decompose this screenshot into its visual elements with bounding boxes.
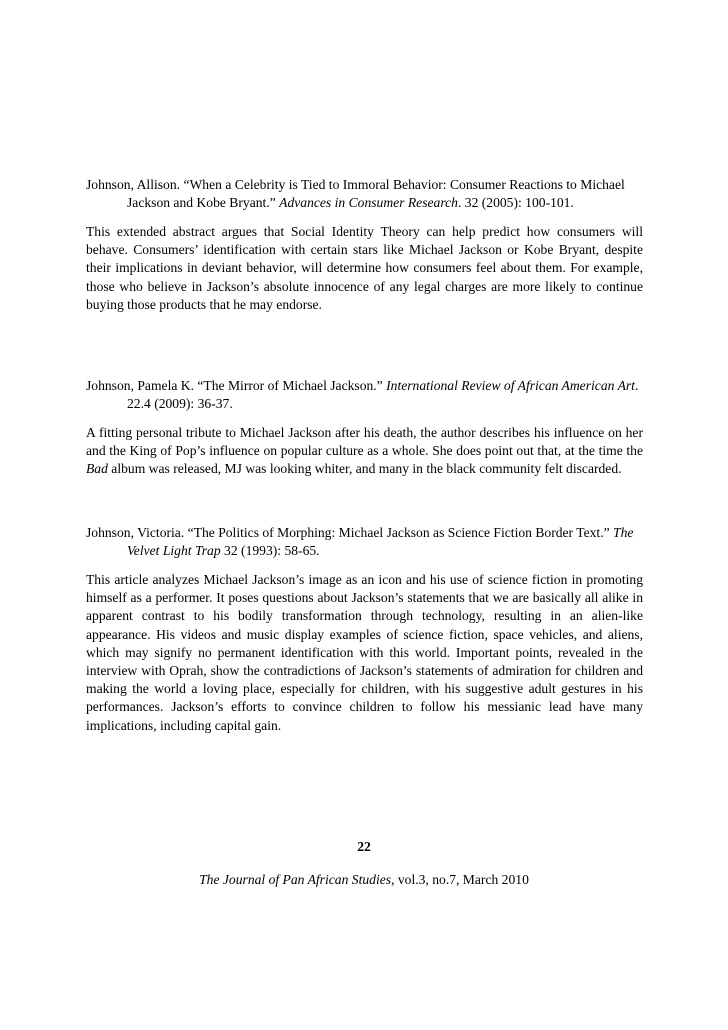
citation-source-title: International Review of African American Art <box>386 378 635 393</box>
bibliography-entry-2 <box>86 377 643 479</box>
citation-text: Johnson, Victoria. “The Politics of Morphing: Michael Jackson as Science Fiction Border Text.” <box>86 525 614 540</box>
citation-text: Johnson, Allison. “When a Celebrity is Tied to Immoral Behavior: Consumer Reactions to Michael Jackson and Kobe Bryant.” <box>86 177 625 210</box>
page-number: 22 <box>357 839 371 854</box>
annotation-paragraph <box>86 223 643 314</box>
citation-details: . 22.4 (2009): 36-37. <box>127 378 639 411</box>
citation <box>86 524 643 559</box>
citation-details: . 32 (2005): 100-101. <box>457 194 574 210</box>
journal-issue-details: , vol.3, no.7, March 2010 <box>391 872 529 887</box>
citation-source-title: Advances in Consumer Research <box>279 194 458 210</box>
journal-title: The Journal of Pan African Studies <box>199 872 392 887</box>
annotation-text: This article analyzes Michael Jackson’s image as an icon and his use of science fiction in promoting himself as a performer. It poses questions about Jackson’s statements that we are basically all alike in apparent contrast to his bodily transformation through technology, resulting in an alien-like appearance. His videos and music display examples of science fiction, space vehicles, and aliens, which may signify no permanent identification with this world. Important points, revealed in the interview with Oprah, show the contradictions of Jackson’s statements of admiration for children and making the world a loving place, especially for children, with his suggestive adult gestures in his performances. Jackson’s efforts to convince children to follow his messianic lead have many implications, including capital gain. <box>86 572 643 733</box>
annotation-text: album was released, MJ was looking whiter, and many in the black community felt discarded. <box>107 461 622 477</box>
citation <box>86 176 643 211</box>
album-title: Bad <box>86 461 108 477</box>
citation-details: 32 (1993): 58-65. <box>220 542 320 558</box>
annotation-paragraph <box>86 571 643 735</box>
bibliography-entry-3 <box>86 524 643 735</box>
annotation-text: This extended abstract argues that Social Identity Theory can help predict how consumers will behave. Consumers’ identification with certain stars like Michael Jackson or Kobe Bryant, despite their implications in deviant behavior, will determine how consumers feel about them. For example, those who believe in Jackson’s absolute innocence of any legal charges are more likely to continue buying those products that he may endorse. <box>86 224 643 312</box>
annotation-text: A fitting personal tribute to Michael Jackson after his death, the author describes his influence on her and the King of Pop’s influence on popular culture as a whole. She does point out that, at the time the <box>86 425 643 459</box>
annotation-paragraph <box>86 424 643 479</box>
bibliography-entry-1 <box>86 176 643 314</box>
citation <box>86 377 643 412</box>
citation-text: Johnson, Pamela K. “The Mirror of Michael Jackson.” <box>86 378 387 393</box>
citation-source-title: The Velvet Light Trap <box>127 525 634 558</box>
journal-footer <box>0 872 728 888</box>
